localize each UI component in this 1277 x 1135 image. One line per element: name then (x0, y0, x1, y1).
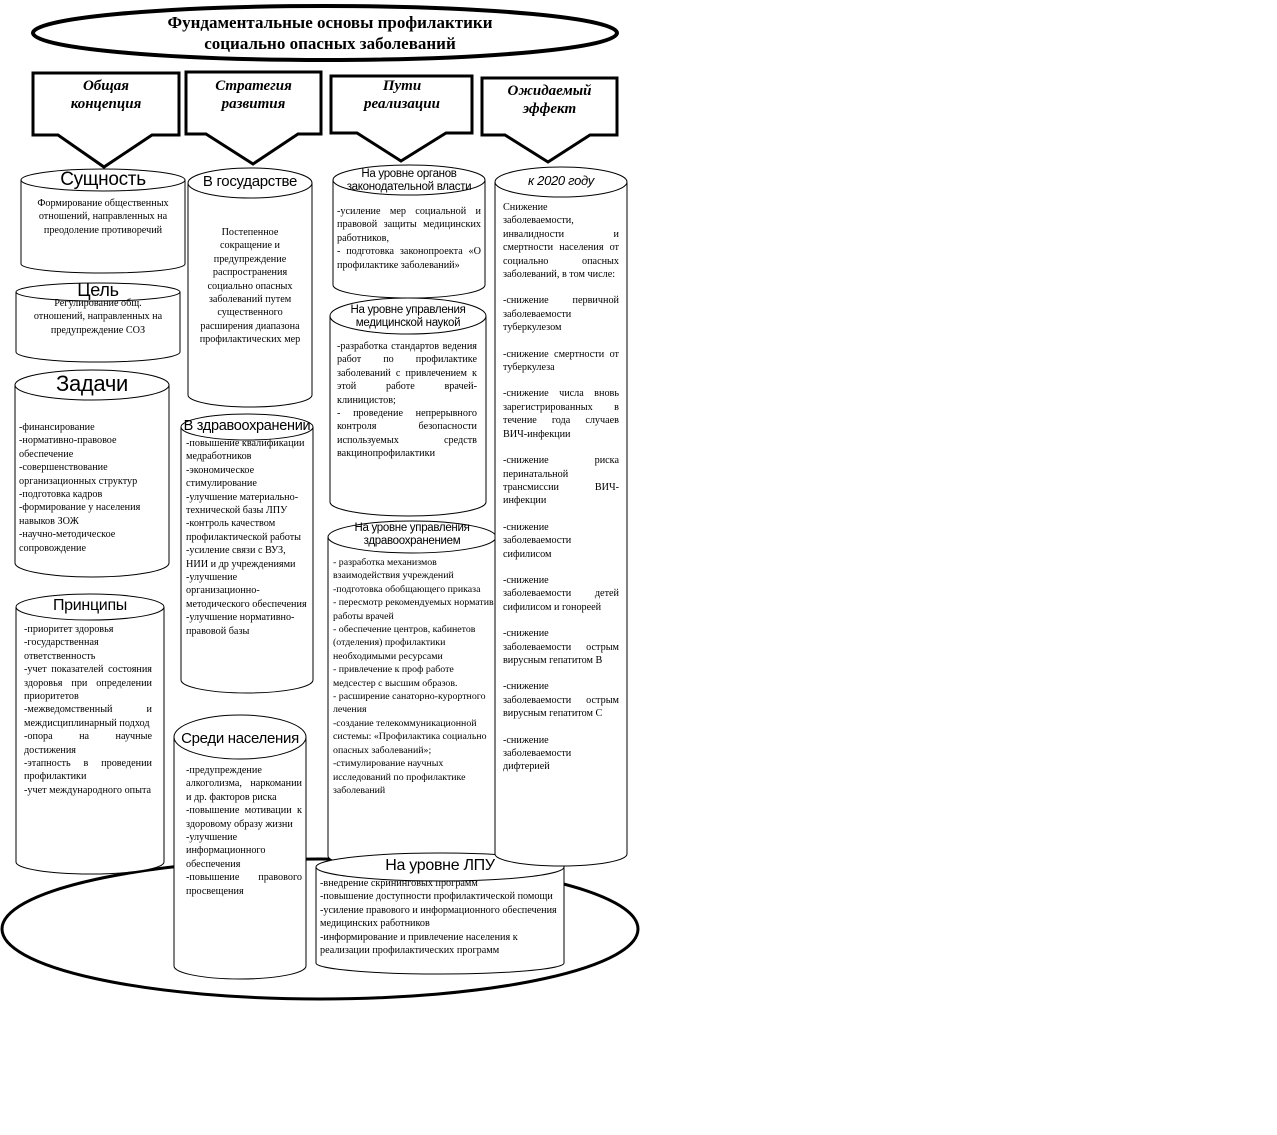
list-item: -повышение квалификации медработников (186, 438, 305, 463)
list-item: -усиление связи с ВУЗ, НИИ и др учреждениями (186, 545, 296, 570)
list-item: -этапность в проведении профилактики (24, 758, 152, 783)
caption-line: здравоохранением (363, 535, 461, 547)
list-item: - разработка механизмов взаимодействия учреждений (333, 557, 454, 582)
caption-science (330, 304, 486, 330)
list-item: -снижение заболеваемости детей сифилисом и гонореей (503, 574, 619, 613)
effect-text (503, 201, 619, 774)
list-item: -усиление правового и информационного обеспечения медицинских работников (320, 904, 557, 930)
list-item: -государственная ответственность (24, 637, 99, 662)
science-list (337, 340, 477, 461)
tasks-list (19, 421, 165, 555)
healthcare-list (186, 437, 308, 638)
title-line-1: Фундаментальные основы профилактики (167, 13, 493, 32)
caption-population: Среди населения (181, 730, 299, 747)
management-list (333, 556, 495, 797)
caption-line: На уровне органов (361, 168, 457, 180)
list-item: -опора на научные достижения (24, 731, 152, 756)
header-line: реализации (364, 96, 440, 112)
list-item: -предупреждение алкоголизма, наркомании и др. факторов риска (186, 765, 302, 803)
caption-line: На уровне управления (350, 304, 466, 316)
legislative-list (337, 205, 481, 272)
caption-legislative (333, 168, 485, 194)
list-item: -подготовка кадров (19, 489, 103, 501)
list-item: -учет международного опыта (24, 784, 152, 796)
header-general-concept (36, 77, 176, 113)
goal-text: Регулирование общ. отношений, направленных на предупреждение СОЗ (33, 298, 163, 336)
caption-line: На уровне управления (354, 522, 470, 534)
list-item: -усиление мер социальной и правовой защиты медицинских работников, (337, 206, 481, 244)
caption-tasks: Задачи (55, 371, 129, 396)
caption-goal: Цель (77, 280, 119, 300)
list-item: - обеспечение центров, кабинетов (отделения) профилактики необходимыми ресурсами (333, 624, 476, 662)
list-item: -внедрение скрининговых программ (320, 878, 478, 889)
lpu-list (320, 877, 560, 957)
list-item: -разработка стандартов ведения работ по профилактике заболеваний с привлечением к этой работе врачей-клиницистов; (337, 341, 477, 406)
list-item: -улучшение организационно-методического обеспечения (186, 572, 307, 610)
caption-line: законодательной власти (346, 181, 472, 193)
list-item: - проведение непрерывного контроля безопасности используемых средств вакцинопрофилактики (337, 408, 477, 460)
essence-text: Формирование общественных отношений, направленных на преодоление противоречий (37, 198, 169, 236)
caption-principles: Принципы (52, 597, 128, 614)
list-item: -повышение доступности профилактической помощи (320, 891, 553, 903)
list-item: -финансирование (19, 422, 95, 433)
list-item: -формирование у населения навыков ЗОЖ (19, 502, 141, 527)
header-line: Стратегия (215, 78, 292, 94)
caption-healthcare: В здравоохранении (183, 418, 311, 434)
list-item: -снижение смертности от туберкулеза (503, 348, 619, 374)
list-item: -научно-методическое сопровождение (19, 529, 116, 554)
effect-intro: Снижение заболеваемости, инвалидности и смертности населения от социально опасных заболеваний, в том числе: (503, 202, 619, 281)
list-item: -снижение первичной заболеваемости туберкулезом (503, 295, 619, 334)
list-item: -информирование и привлечение населения к реализации профилактических программ (320, 931, 518, 957)
header-line: эффект (522, 101, 577, 117)
list-item: - расширение санаторно-курортного лечения (333, 691, 486, 716)
title-line-2: социально опасных заболеваний (204, 34, 456, 53)
population-list (186, 764, 302, 898)
list-item: -снижение заболеваемости дифтерией (503, 734, 572, 773)
list-item: -повышение правового просвещения (186, 872, 302, 897)
list-item: -повышение мотивации к здоровому образу жизни (186, 805, 302, 830)
list-item: -улучшение нормативно-правовой базы (186, 612, 295, 637)
header-line: развития (221, 96, 286, 112)
list-item: -снижение заболеваемости сифилисом (503, 521, 572, 560)
header-ways (333, 77, 471, 113)
list-item: - пересмотр рекомендуемых норматив работы врачей (333, 597, 494, 622)
list-item: -снижение заболеваемости острым вирусным гепатитом С (503, 681, 619, 720)
list-item: -снижение риска перинатальной трансмиссии ВИЧ-инфекции (503, 455, 619, 507)
page-title (60, 12, 600, 54)
list-item: -приоритет здоровья (24, 624, 114, 635)
list-item: -стимулирование научных исследований по профилактике заболеваний (333, 758, 466, 796)
header-line: Пути (382, 78, 422, 94)
list-item: -межведомственный и междисциплинарный подход (24, 704, 152, 729)
header-line: Общая (82, 78, 130, 94)
list-item: -экономическое стимулирование (186, 464, 257, 490)
list-item: -снижение заболеваемости острым вирусным гепатитом В (503, 628, 619, 666)
header-strategy (188, 77, 319, 113)
header-effect (484, 82, 615, 118)
list-item: -совершенствование организационных структур (19, 462, 138, 487)
header-line: концепция (70, 96, 142, 112)
caption-line: медицинской наукой (355, 317, 461, 329)
caption-effect: к 2020 году (527, 173, 595, 188)
list-item: -учет показателей состояния здоровья при определении приоритетов (24, 664, 152, 703)
header-line: Ожидаемый (507, 83, 592, 99)
list-item: -улучшение материально-технической базы ЛПУ (186, 491, 299, 517)
principles-list (24, 623, 152, 797)
state-text: Постепенное сокращение и предупреждение распространения социально опасных заболеваний путем существенного расширения диапазона профилактических мер (199, 227, 301, 346)
caption-state: В государстве (202, 173, 298, 190)
list-item: -создание телекоммуникационной системы: «Профилактика социально опасных заболеваний»; (333, 717, 487, 756)
list-item: - подготовка законопроекта «О профилактике заболеваний» (337, 246, 481, 271)
list-item: -улучшение информационного обеспечения (186, 832, 266, 870)
list-item: -нормативно-правовое обеспечение (19, 435, 117, 460)
list-item: -снижение числа вновь зарегистрированных в течение года случаев ВИЧ-инфекции (503, 388, 619, 440)
caption-management (328, 522, 496, 548)
list-item: - привлечение к проф работе медсестер с высшим образов. (333, 664, 458, 689)
caption-essence: Сущность (60, 169, 146, 190)
list-item: -контроль качеством профилактической работы (186, 518, 302, 543)
list-item: -подготовка обобщающего приказа (333, 583, 481, 595)
caption-lpu: На уровне ЛПУ (385, 857, 495, 874)
